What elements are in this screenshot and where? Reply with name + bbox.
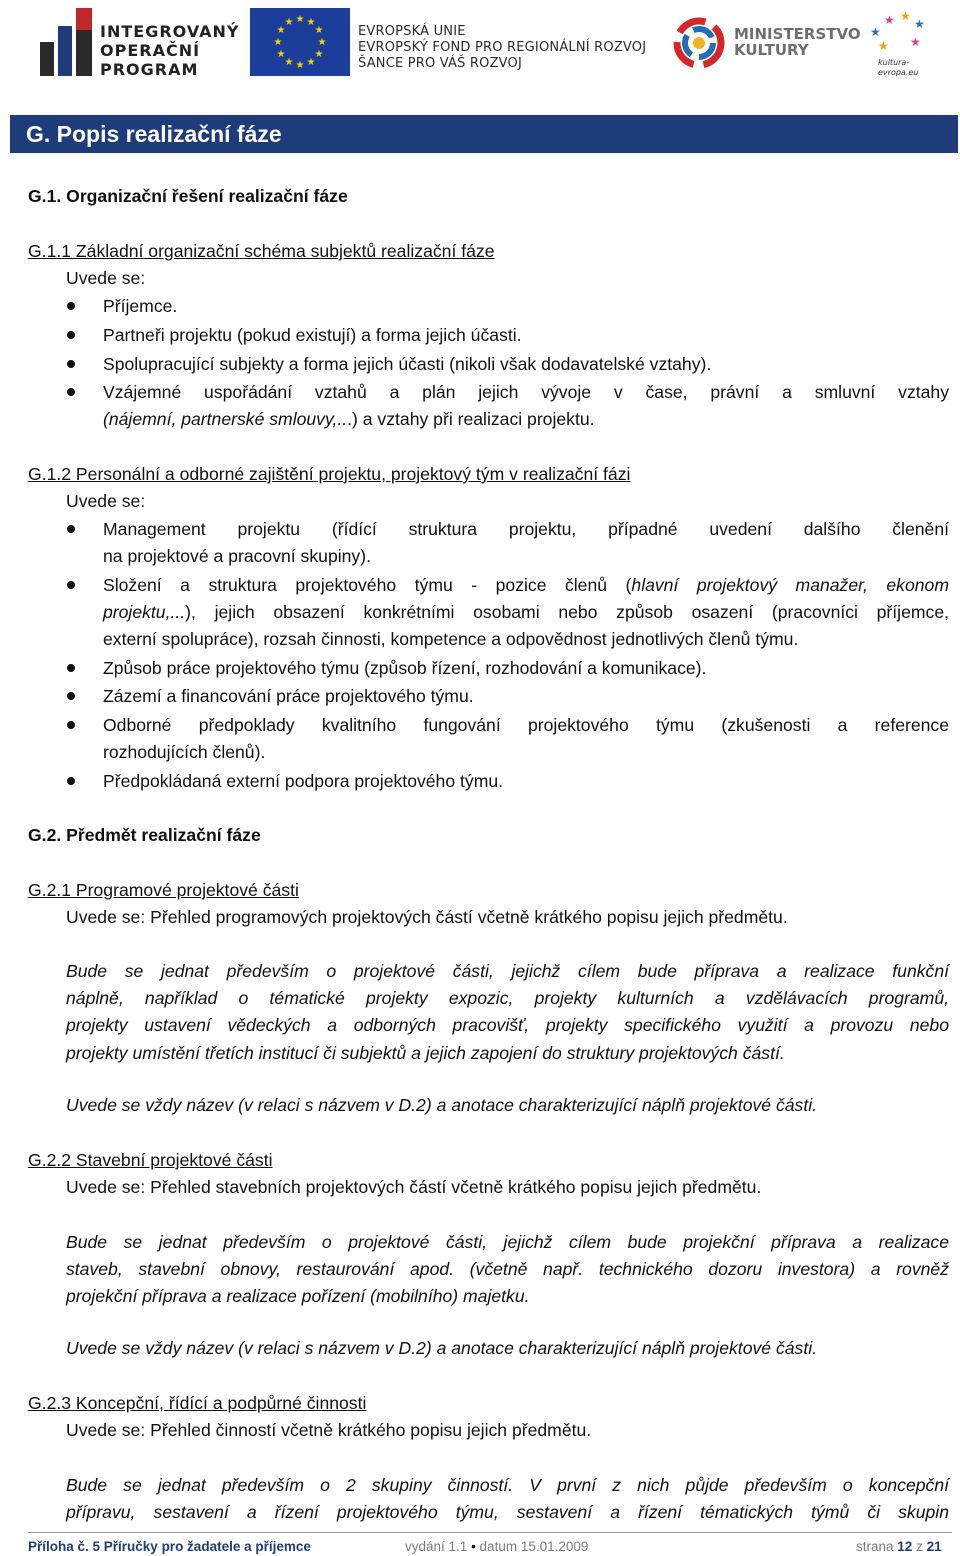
iop-line-2: OPERAČNÍ xyxy=(100,41,201,60)
bullet-icon xyxy=(67,331,75,339)
g11-intro: Uvede se: xyxy=(66,268,146,288)
list-item: Předpokládaná externí podpora projektového týmu. xyxy=(103,771,504,791)
bullet-icon xyxy=(67,525,75,533)
list-item: Vzájemné uspořádání vztahů a plán jejich vývoje v čase, právní a smluvní vztahy xyxy=(103,382,949,402)
footer-divider xyxy=(28,1532,952,1533)
g23-intro: Uvede se: Přehled činností včetně krátkého popisu jejich předmětu. xyxy=(66,1420,592,1440)
list-item-continuation: externí spolupráce), rozsah činnosti, kompetence a odpovědnost jednotlivých členů týmu. xyxy=(103,629,799,649)
list-item-italic: projektu,... xyxy=(103,602,186,622)
footer-page-number xyxy=(856,1538,942,1556)
footer-page-of: z xyxy=(916,1539,923,1554)
eu-line-2: EVROPSKÝ FOND PRO REGIONÁLNÍ ROZVOJ xyxy=(358,40,647,55)
iop-line-3: PROGRAM xyxy=(100,60,199,79)
list-item-rest: .) a vztahy při realizaci projektu. xyxy=(347,409,595,429)
list-item-continuation: na projektové a pracovní skupiny). xyxy=(103,546,371,566)
g21-intro: Uvede se: Přehled programových projektových částí včetně krátkého popisu jejich předmětu. xyxy=(66,907,788,927)
ministry-line-1: MINISTERSTVO xyxy=(734,25,861,43)
list-item-text: Složení a struktura projektového týmu - pozice členů ( xyxy=(103,575,632,595)
footer-page-total: 21 xyxy=(926,1539,942,1554)
g21-para-line: Bude se jednat především o projektové části, jejichž cílem bude příprava a realizace funkční xyxy=(66,961,949,981)
list-item-text: ), jejich obsazení konkrétními osobami nebo způsob osazení (pracovníci příjemce, xyxy=(185,602,949,622)
g23-para-line: Bude se jednat především o 2 skupiny činností. V první z nich půjde především o koncepční xyxy=(66,1475,949,1495)
g1-heading: G.1. Organizační řešení realizační fáze xyxy=(28,186,348,206)
footer-page-current: 12 xyxy=(897,1539,913,1554)
g22-heading: G.2.2 Stavební projektové části xyxy=(28,1150,273,1170)
bullet-icon xyxy=(67,721,75,729)
svg-text:★: ★ xyxy=(306,57,316,68)
footer-document-name: Příloha č. 5 Příručky pro žadatele a příjemce xyxy=(28,1539,311,1554)
svg-text:★: ★ xyxy=(295,14,305,25)
g23-heading: G.2.3 Koncepční, řídící a podpůrné činnosti xyxy=(28,1393,367,1413)
svg-text:★: ★ xyxy=(276,25,286,36)
list-item-italic: hlavní projektový manažer, ekonom xyxy=(631,575,949,595)
svg-text:★: ★ xyxy=(884,13,895,27)
svg-text:★: ★ xyxy=(284,57,294,68)
g22-intro: Uvede se: Přehled stavebních projektových částí včetně krátkého popisu jejich předmětu. xyxy=(66,1177,762,1197)
bullet-icon xyxy=(67,664,75,672)
g2-heading: G.2. Předmět realizační fáze xyxy=(28,825,261,845)
iop-mark-icon xyxy=(40,8,92,76)
footer-edition-text: vydání 1.1 xyxy=(405,1539,468,1554)
eu-line-3: ŠANCE PRO VÁŠ ROZVOJ xyxy=(358,56,523,71)
g21-para-line: náplně, například o tématické projekty expozic, projekty kulturních a vzdělávacích programů, xyxy=(66,988,949,1008)
svg-text:★: ★ xyxy=(284,17,294,28)
ministry-ring-icon xyxy=(672,16,726,70)
svg-text:★: ★ xyxy=(900,10,911,23)
svg-text:★: ★ xyxy=(910,35,921,49)
g12-intro: Uvede se: xyxy=(66,491,146,511)
list-item: Management projektu (řídící struktura projektu, případné uvedení dalšího členění xyxy=(103,519,949,539)
g21-para-line: projekty ustavení vědeckých a odborných pracovišť, projekty specifického využití a provozu nebo xyxy=(66,1015,949,1035)
list-item-italic: (nájemní, partnerské smlouvy,.. xyxy=(103,409,348,429)
svg-text:★: ★ xyxy=(317,37,327,48)
svg-text:★: ★ xyxy=(870,25,881,39)
bullet-icon xyxy=(67,302,75,310)
g22-para-line: staveb, stavební obnovy, restaurování apod. (včetně např. technického dozoru investora) a rovněž xyxy=(66,1259,949,1279)
svg-text:★: ★ xyxy=(306,17,316,28)
list-item-continuation xyxy=(103,601,949,623)
list-item: Příjemce. xyxy=(103,296,178,316)
list-item: Partneři projektu (pokud existují) a forma jejich účasti. xyxy=(103,325,522,345)
bullet-icon xyxy=(67,581,75,589)
svg-text:★: ★ xyxy=(276,49,286,60)
bullet-icon xyxy=(67,692,75,700)
bullet-icon xyxy=(67,777,75,785)
iop-line-1: INTEGROVANÝ xyxy=(100,22,240,41)
list-item-continuation: rozhodujících členů). xyxy=(103,742,266,762)
svg-text:★: ★ xyxy=(273,37,283,48)
svg-text:★: ★ xyxy=(914,17,925,31)
svg-text:★: ★ xyxy=(295,60,305,71)
eu-text xyxy=(358,24,658,72)
list-item: Spolupracující subjekty a forma jejich účasti (nikoli však dodavatelské vztahy). xyxy=(103,354,712,374)
list-item-continuation xyxy=(103,408,595,430)
g22-note: Uvede se vždy název (v relaci s názvem v D.2) a anotace charakterizující náplň projektové části. xyxy=(66,1338,818,1358)
svg-text:★: ★ xyxy=(314,25,324,36)
footer-page-label: strana xyxy=(856,1539,894,1554)
list-item: Zázemí a financování práce projektového týmu. xyxy=(103,686,474,706)
list-item: Odborné předpoklady kvalitního fungování projektového týmu (zkušenosti a reference xyxy=(103,715,949,735)
footer-edition xyxy=(405,1538,588,1556)
g12-heading: G.1.2 Personální a odborné zajištění projektu, projektový tým v realizační fázi xyxy=(28,464,631,484)
section-title: G. Popis realizační fáze xyxy=(10,115,958,153)
ministry-line-2: KULTURY xyxy=(734,41,809,59)
g22-para-line: projekční příprava a realizace pořízení (mobilního) majetku. xyxy=(66,1286,530,1306)
g21-note: Uvede se vždy název (v relaci s názvem v D.2) a anotace charakterizující náplň projektové části. xyxy=(66,1095,818,1115)
kultura-logo-text: kultura-evropa.eu xyxy=(878,58,919,77)
bullet-icon xyxy=(67,388,75,396)
g21-heading: G.2.1 Programové projektové části xyxy=(28,880,299,900)
list-item xyxy=(103,574,949,596)
bullet-icon xyxy=(67,360,75,368)
kultura-evropa-logo xyxy=(864,10,934,77)
list-item: Způsob práce projektového týmu (způsob řízení, rozhodování a komunikace). xyxy=(103,658,707,678)
ministry-logo xyxy=(672,16,861,70)
svg-text:★: ★ xyxy=(878,39,889,53)
eu-line-1: EVROPSKÁ UNIE xyxy=(358,24,466,39)
svg-text:★: ★ xyxy=(314,49,324,60)
g11-heading: G.1.1 Základní organizační schéma subjektů realizační fáze xyxy=(28,241,495,261)
footer-separator-icon: • xyxy=(471,1539,480,1554)
eu-flag-icon xyxy=(250,8,350,76)
stars-icon xyxy=(864,10,934,58)
g22-para-line: Bude se jednat především o projektové části, jejichž cílem bude projekční příprava a realizace xyxy=(66,1232,949,1252)
g21-para-line: projekty umístění třetích institucí či subjektů a jejich zapojení do struktury projektových částí. xyxy=(66,1043,785,1063)
g23-para-line: přípravu, sestavení a řízení projektového týmu, sestavení a řízení tématických týmů či skupin xyxy=(66,1502,949,1522)
footer-date: datum 15.01.2009 xyxy=(479,1539,589,1554)
header-logos xyxy=(0,0,960,90)
iop-logo xyxy=(40,8,240,79)
